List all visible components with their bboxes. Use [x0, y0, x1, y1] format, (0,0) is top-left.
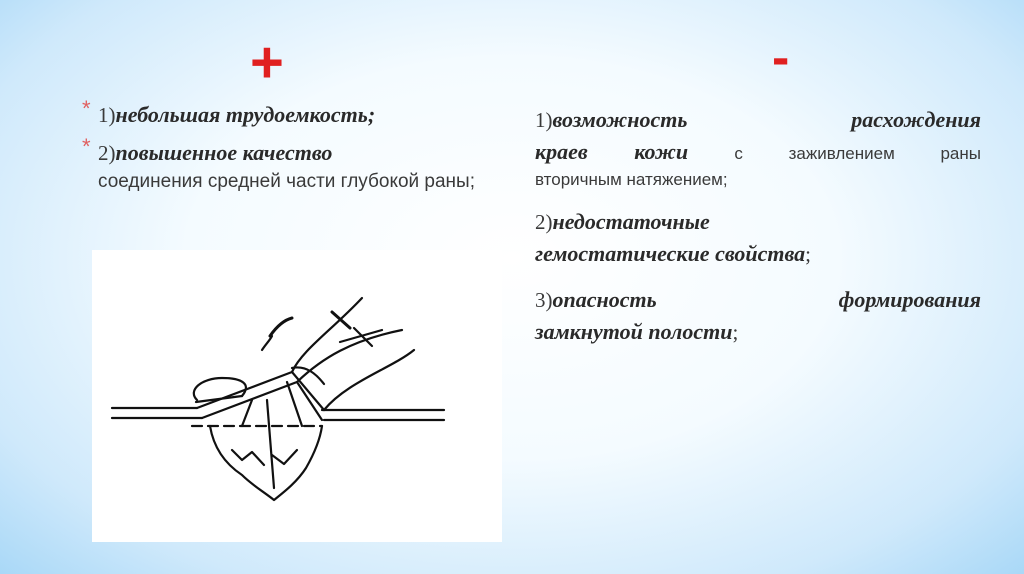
cons-item-title: возможность [552, 107, 688, 132]
cons-item-suffix: ; [805, 242, 812, 266]
cons-item-number: 2) [535, 210, 553, 234]
suture-diagram-figure [92, 250, 502, 542]
pros-item-2 [82, 134, 502, 196]
bullet-star-icon: * [82, 96, 91, 121]
minus-sign: - [772, 29, 790, 87]
pros-item-number: 2) [98, 141, 116, 165]
cons-list [535, 104, 981, 362]
cons-item-title: замкнутой полости [535, 319, 733, 344]
pros-item-title: небольшая трудоемкость [115, 102, 368, 127]
cons-item-1 [535, 104, 981, 192]
cons-item-title: формирования [838, 287, 981, 312]
pros-item-text: соединения средней части глубокой раны; [98, 171, 475, 192]
cons-item-suffix: ; [732, 320, 739, 344]
cons-item-title: краев кожи [535, 139, 689, 164]
cons-item-line [535, 104, 981, 136]
cons-item-title: расхождения [851, 107, 981, 132]
cons-item-text: с заживлением раны [734, 144, 981, 163]
cons-item-line [535, 206, 981, 238]
bullet-star-icon: * [82, 134, 91, 159]
cons-item-title: недостаточные [552, 209, 710, 234]
cons-item-line [535, 136, 981, 168]
cons-item-text: вторичным натяжением; [535, 170, 728, 189]
cons-item-2 [535, 206, 981, 270]
cons-item-line [535, 316, 981, 348]
pros-list [82, 96, 502, 204]
pros-item-number: 1) [98, 103, 116, 127]
cons-item-line [535, 238, 981, 270]
pros-item-1 [82, 96, 502, 130]
cons-item-number: 1) [535, 108, 553, 132]
suture-diagram-icon [92, 250, 502, 542]
cons-item-title: опасность [552, 287, 657, 312]
cons-item-line [535, 284, 981, 316]
pros-item-title: повышенное качество [115, 140, 333, 165]
pros-item-suffix: ; [367, 102, 376, 127]
cons-item-title: гемостатические свойства [535, 241, 806, 266]
cons-item-3 [535, 284, 981, 348]
cons-item-number: 3) [535, 288, 553, 312]
plus-sign: + [250, 30, 284, 95]
